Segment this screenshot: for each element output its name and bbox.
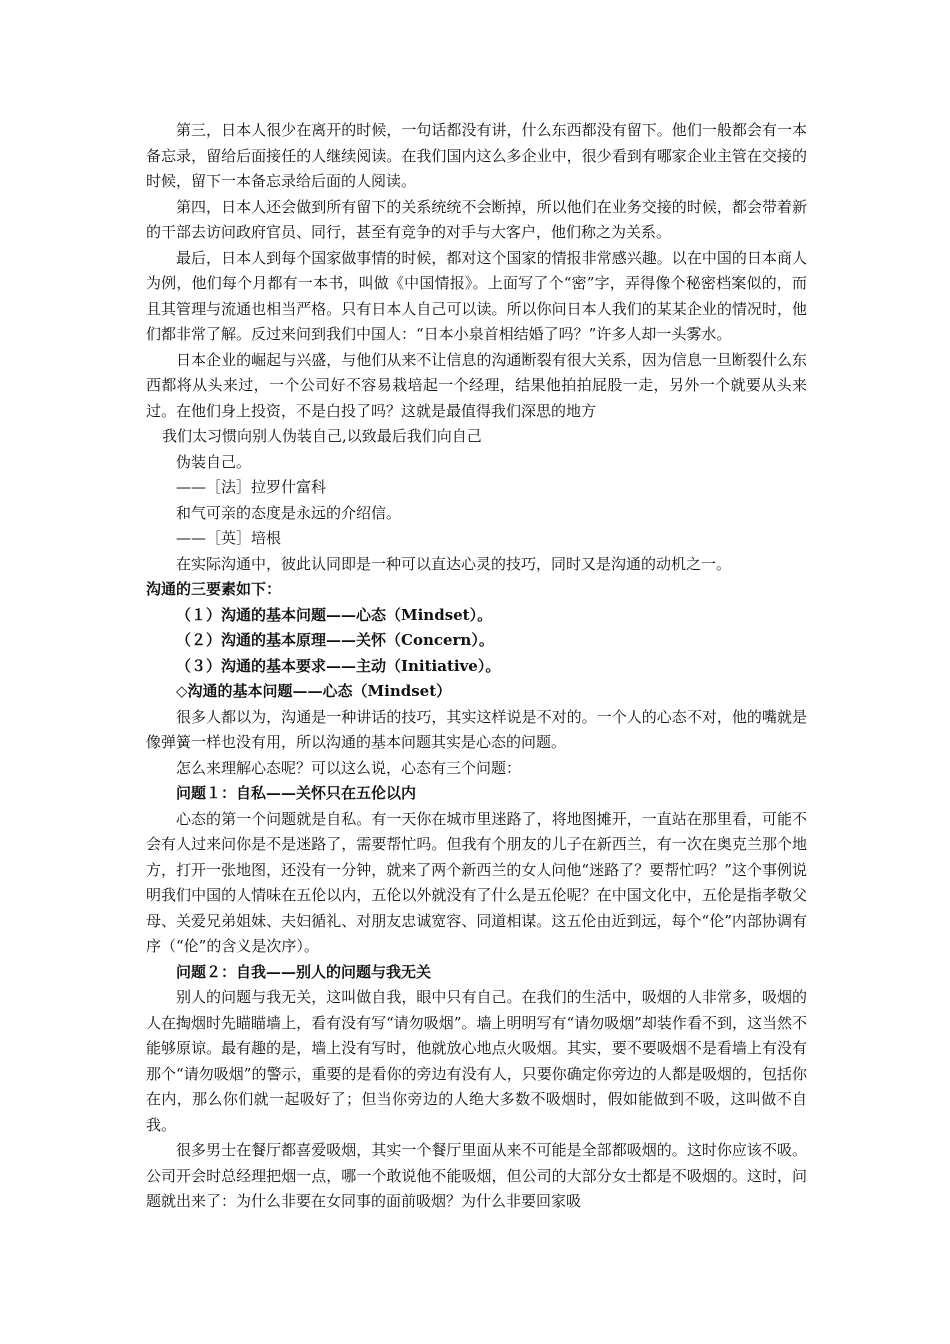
list-item-3: （３）沟通的基本要求——主动（Initiative）。: [176, 656, 501, 675]
paragraph-restaurant: 很多男士在餐厅都喜爱吸烟，其实一个餐厅里面从来不可能是全部都吸烟的。这时你应该不吸。公司开会时总经理把烟一点，哪一个敢说他不能吸烟，但公司的大部分女士都是不吸烟的。这时，问题就出来了：为什么非要在女同事的面前吸烟？为什么非要回家吸: [146, 1141, 807, 1210]
paragraph-japan-rise: 日本企业的崛起与兴盛，与他们从来不让信息的沟通断裂有很大关系，因为信息一旦断裂什么东西都将从头来过，一个公司好不容易栽培起一个经理，结果他拍拍屁股一走，另外一个就要从头来过。在他们身上投资，不是白投了吗？这就是最值得我们深思的地方: [146, 350, 807, 420]
section-heading-three-elements: 沟通的三要素如下：: [146, 580, 282, 598]
quote-line-2: 伪装自己。: [176, 452, 252, 471]
paragraph-three-problems: 怎么来理解心态呢？可以这么说，心态有三个问题：: [176, 758, 522, 777]
quote-line-3: 和气可亲的态度是永远的介绍信。: [176, 503, 402, 522]
quote-line-1: 我们太习惯向别人伪装自己,以致最后我们向自己: [162, 427, 482, 445]
quote-author-1: ——［法］拉罗什富科: [176, 478, 327, 496]
paragraph-problem-2: 别人的问题与我无关，这叫做自我，眼中只有自己。在我们的生活中，吸烟的人非常多，吸烟的人在掏烟时先瞄瞄墙上，看有没有写“请勿吸烟”。墙上明明写有“请勿吸烟”却装作看不到，这当然不能够原谅。最有趣的是，墙上没有写时，他就放心地点火吸烟。其实，要不要吸烟不是看墙上有没有那个“请勿吸烟”的警示，重要的是看你的旁边有没有人，只要你确定你旁边的人都是吸烟的，包括你在内，那么你们就一起吸好了；但当你旁边的人绝大多数不吸烟时，假如能做到不吸，这叫做不自我。: [146, 988, 807, 1134]
paragraph-third: 第三，日本人很少在离开的时候，一句话都没有讲，什么东西都没有留下。他们一般都会有一本备忘录，留给后面接任的人继续阅读。在我们国内这么多企业中，很少看到有哪家企业主管在交接的时候，留下一本备忘录给后面的人阅读。: [146, 121, 807, 190]
subheading-problem-1: 问题１：自私——关怀只在五伦以内: [176, 784, 417, 802]
paragraph-mindset: 很多人都以为，沟通是一种讲话的技巧，其实这样说是不对的。一个人的心态不对，他的嘴就是像弹簧一样也没有用，所以沟通的基本问题其实是心态的问题。: [146, 707, 807, 751]
document-page: [146, 118, 807, 1215]
quote-author-2: ——［英］培根: [176, 529, 282, 547]
paragraph-problem-1: 心态的第一个问题就是自私。有一天你在城市里迷路了，将地图摊开，一直站在那里看，可能不会有人过来问你是不是迷路了，需要帮忙吗。但我有个朋友的儿子在新西兰，有一次在奥克兰那个地方，打开一张地图，还没有一分钟，就来了两个新西兰的女人问他“迷路了？要帮忙吗？”这个事例说明我们中国的人情味在五伦以内，五伦以外就没有了什么是五伦呢？在中国文化中，五伦是指孝敬父母、关爱兄弟姐妹、夫妇循礼、对朋友忠诚宽容、同道相谋。这五伦由近到远，每个“伦”内部协调有序（“伦”的含义是次序）。: [146, 809, 807, 955]
list-item-2: （２）沟通的基本原理——关怀（Concern）。: [176, 631, 494, 649]
list-item-1: （１）沟通的基本问题——心态（Mindset）。: [176, 605, 493, 624]
paragraph-last: 最后，日本人到每个国家做事情的时候，都对这个国家的情报非常感兴趣。以在中国的日本商人为例，他们每个月都有一本书，叫做《中国情报》。上面写了个“密”字，弄得像个秘密档案似的，而且其管理与流通也相当严格。只有日本人自己可以读。所以你问日本人我们的某某企业的情况时，他们都非常了解。反过来问到我们中国人：“日本小泉首相结婚了吗？”许多人却一头雾水。: [146, 248, 807, 343]
subheading-problem-2: 问题２：自我——别人的问题与我无关: [176, 962, 432, 981]
paragraph-fourth: 第四，日本人还会做到所有留下的关系统统不会断掉，所以他们在业务交接的时候，都会带着新的干部去访问政府官员、同行，甚至有竞争的对手与大客户，他们称之为关系。: [146, 197, 807, 241]
paragraph-recognition: 在实际沟通中，彼此认同即是一种可以直达心灵的技巧，同时又是沟通的动机之一。: [176, 554, 732, 573]
subheading-mindset: ◇沟通的基本问题——心态（Mindset）: [176, 682, 452, 700]
